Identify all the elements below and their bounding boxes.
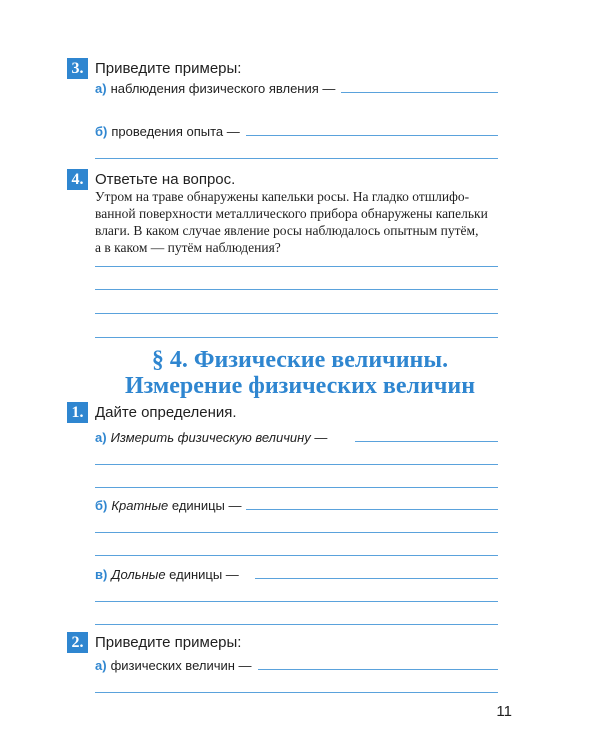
item-marker: а) [95,658,107,673]
question-number-badge: 3. [67,58,88,79]
answer-line[interactable] [95,601,498,602]
section-heading-line2: Измерение физических величин [124,373,476,399]
item-text: Измерить физическую величину — [110,430,328,445]
question-title: Ответьте на вопрос. [95,171,236,188]
item-marker: б) [95,124,108,139]
item-text: наблюдения физического явления — [110,81,336,96]
item-marker: в) [95,567,108,582]
answer-line[interactable] [95,487,498,488]
question-title: Приведите примеры: [95,60,242,77]
section-heading-line1: § 4. Физические величины. [151,347,449,373]
text-line: а в каком — путём наблюдения? [95,240,281,255]
item-a [95,81,335,97]
answer-line[interactable] [95,289,498,290]
answer-line[interactable] [95,337,498,338]
question-number-badge: 4. [67,169,88,190]
answer-line[interactable] [255,578,498,579]
item-b [95,498,242,514]
answer-line[interactable] [95,158,498,159]
page-number: 11 [496,703,512,720]
item-a [95,658,252,674]
answer-line[interactable] [246,509,498,510]
answer-line[interactable] [95,464,498,465]
item-c [95,567,239,583]
item-text: единицы — [168,498,242,513]
text-line: влаги. В каком случае явление росы наблюдалось опытным путём, [95,223,479,238]
item-term: Дольные [111,567,166,582]
answer-line[interactable] [95,624,498,625]
text-line: ванной поверхности металлического прибора обнаружены капельки [95,206,488,221]
answer-line[interactable] [246,135,498,136]
question-text [95,188,505,256]
item-marker: б) [95,498,108,513]
item-text: физических величин — [110,658,252,673]
item-marker: а) [95,81,107,96]
item-term: Кратные [111,498,169,513]
text-line: Утром на траве обнаружены капельки росы. На гладко отшлифо- [95,189,470,204]
item-text: единицы — [165,567,239,582]
answer-line[interactable] [95,532,498,533]
answer-line[interactable] [95,266,498,267]
item-b [95,124,240,140]
question-number-badge: 1. [67,402,88,423]
answer-line[interactable] [95,555,498,556]
item-text: проведения опыта — [111,124,240,139]
question-title: Приведите примеры: [95,634,242,651]
answer-line[interactable] [355,441,498,442]
question-title: Дайте определения. [95,404,237,421]
answer-line[interactable] [258,669,498,670]
answer-line[interactable] [95,692,498,693]
answer-line[interactable] [95,313,498,314]
item-a [95,430,327,446]
item-marker: а) [95,430,107,445]
question-number-badge: 2. [67,632,88,653]
answer-line[interactable] [341,92,498,93]
